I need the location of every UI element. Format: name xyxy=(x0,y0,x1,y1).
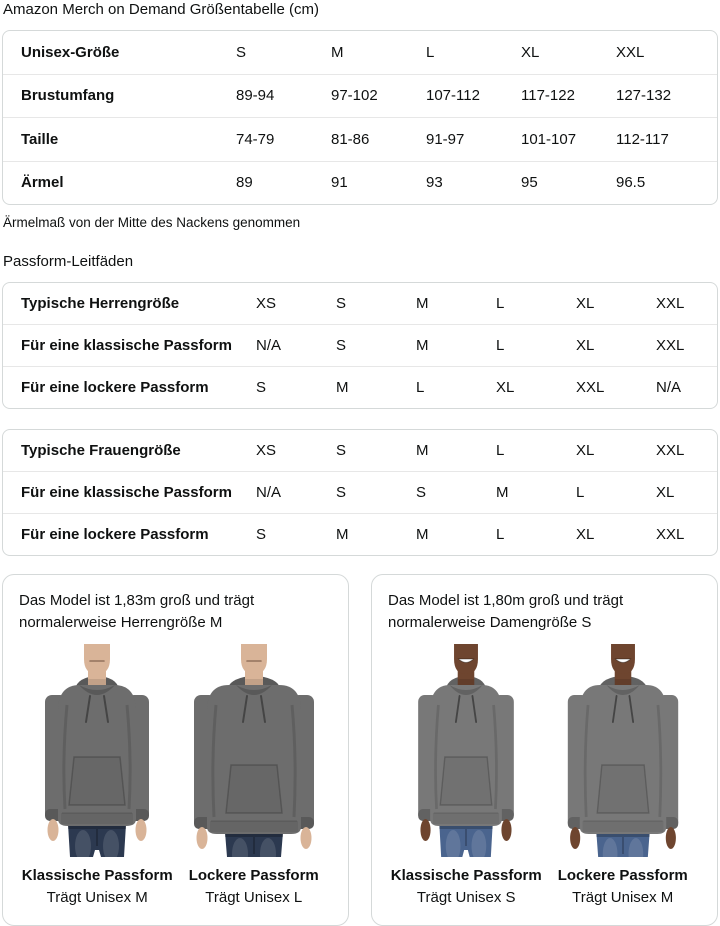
cell: XL xyxy=(521,43,540,61)
model-description: Das Model ist 1,83m groß und trägt normalerweise Herrengröße M xyxy=(19,592,255,631)
cell: XS xyxy=(256,295,277,312)
cell: M xyxy=(416,526,429,543)
cell: M xyxy=(331,43,344,61)
page-title: Amazon Merch on Demand Größentabelle (cm) xyxy=(3,1,319,18)
model-description: Das Model ist 1,80m groß und trägt normalerweise Damengröße S xyxy=(388,592,624,631)
size-table xyxy=(2,30,718,205)
cell: 97-102 xyxy=(331,87,378,105)
row-label: Typische Frauengröße xyxy=(21,442,181,459)
model-figure xyxy=(545,639,702,907)
cell: M xyxy=(416,337,429,354)
model-card-men xyxy=(2,574,349,926)
cell: L xyxy=(496,526,505,543)
cell: XXL xyxy=(656,337,685,354)
cell: XL xyxy=(496,379,515,396)
model-figure xyxy=(19,639,176,907)
row-label: Für eine lockere Passform xyxy=(21,379,209,396)
model-photo-classic-fit xyxy=(22,639,172,857)
table-row xyxy=(3,471,717,513)
row-label: Brustumfang xyxy=(21,87,115,105)
figure-caption xyxy=(558,857,688,907)
model-figure xyxy=(388,639,545,907)
size-worn-label: Trägt Unisex L xyxy=(205,889,303,906)
cell: S xyxy=(416,484,427,501)
cell: S xyxy=(336,337,347,354)
fit-label: Klassische Passform xyxy=(390,867,542,884)
fit-guide-table-women xyxy=(2,429,718,556)
cell: 89 xyxy=(236,174,253,192)
row-label: Für eine klassische Passform xyxy=(21,337,232,354)
fit-label: Lockere Passform xyxy=(188,867,319,884)
cell: L xyxy=(416,379,425,396)
table-row xyxy=(3,366,717,408)
cell: 112-117 xyxy=(616,130,669,148)
cell: XL xyxy=(576,442,595,459)
cell: XXL xyxy=(576,379,605,396)
cell: 95 xyxy=(521,174,538,192)
cell: L xyxy=(496,295,505,312)
model-cards xyxy=(2,574,718,926)
row-label: Für eine klassische Passform xyxy=(21,484,232,501)
model-photo-loose-fit xyxy=(179,639,329,857)
cell: S xyxy=(256,379,267,396)
cell: S xyxy=(256,526,267,543)
table-row xyxy=(3,31,717,74)
size-worn-label: Trägt Unisex M xyxy=(572,889,674,906)
row-label: Für eine lockere Passform xyxy=(21,526,209,543)
cell: L xyxy=(496,442,505,459)
model-figure xyxy=(176,639,333,907)
cell: M xyxy=(416,442,429,459)
cell: 81-86 xyxy=(331,130,370,148)
fit-label: Lockere Passform xyxy=(557,867,688,884)
row-label: Ärmel xyxy=(21,174,64,192)
cell: 93 xyxy=(426,174,443,192)
table-row xyxy=(3,161,717,205)
cell: L xyxy=(496,337,505,354)
sleeve-measure-note: Ärmelmaß von der Mitte des Nackens genommen xyxy=(3,215,301,230)
cell: 89-94 xyxy=(236,87,275,105)
cell: 96.5 xyxy=(616,174,646,192)
cell: 107-112 xyxy=(426,87,480,105)
fit-guides-heading: Passform-Leitfäden xyxy=(3,253,134,270)
cell: XXL xyxy=(656,442,685,459)
cell: XL xyxy=(656,484,675,501)
model-photo-loose-fit xyxy=(548,639,698,857)
cell: XXL xyxy=(656,295,685,312)
figure-caption xyxy=(189,857,319,907)
cell: M xyxy=(416,295,429,312)
cell: N/A xyxy=(256,337,282,354)
size-worn-label: Trägt Unisex M xyxy=(46,889,148,906)
cell: XL xyxy=(576,526,595,543)
cell: S xyxy=(336,484,347,501)
model-card-women xyxy=(371,574,718,926)
table-row xyxy=(3,74,717,118)
figure-row xyxy=(19,639,332,907)
cell: S xyxy=(336,442,347,459)
cell: N/A xyxy=(656,379,682,396)
figure-row xyxy=(388,639,701,907)
size-worn-label: Trägt Unisex S xyxy=(416,889,516,906)
cell: 117-122 xyxy=(521,87,575,105)
figure-caption xyxy=(391,857,542,907)
row-label: Taille xyxy=(21,130,59,148)
table-row xyxy=(3,430,717,471)
cell: M xyxy=(336,379,349,396)
table-row xyxy=(3,324,717,366)
cell: L xyxy=(426,43,435,61)
cell: 101-107 xyxy=(521,130,577,148)
row-label: Typische Herrengröße xyxy=(21,295,180,312)
cell: S xyxy=(336,295,347,312)
cell: M xyxy=(336,526,349,543)
cell: M xyxy=(496,484,509,501)
cell: XS xyxy=(256,442,277,459)
row-label: Unisex-Größe xyxy=(21,43,120,61)
cell: L xyxy=(576,484,585,501)
cell: XXL xyxy=(616,43,645,61)
figure-caption xyxy=(22,857,173,907)
fit-guide-table-men xyxy=(2,282,718,409)
cell: 91-97 xyxy=(426,130,465,148)
table-row xyxy=(3,117,717,161)
cell: 74-79 xyxy=(236,130,275,148)
cell: XL xyxy=(576,295,595,312)
cell: XL xyxy=(576,337,595,354)
cell: 127-132 xyxy=(616,87,672,105)
cell: S xyxy=(236,43,247,61)
table-row xyxy=(3,513,717,555)
cell: XXL xyxy=(656,526,685,543)
model-photo-classic-fit xyxy=(391,639,541,857)
fit-label: Klassische Passform xyxy=(21,867,173,884)
table-row xyxy=(3,283,717,324)
cell: 91 xyxy=(331,174,348,192)
cell: N/A xyxy=(256,484,282,501)
